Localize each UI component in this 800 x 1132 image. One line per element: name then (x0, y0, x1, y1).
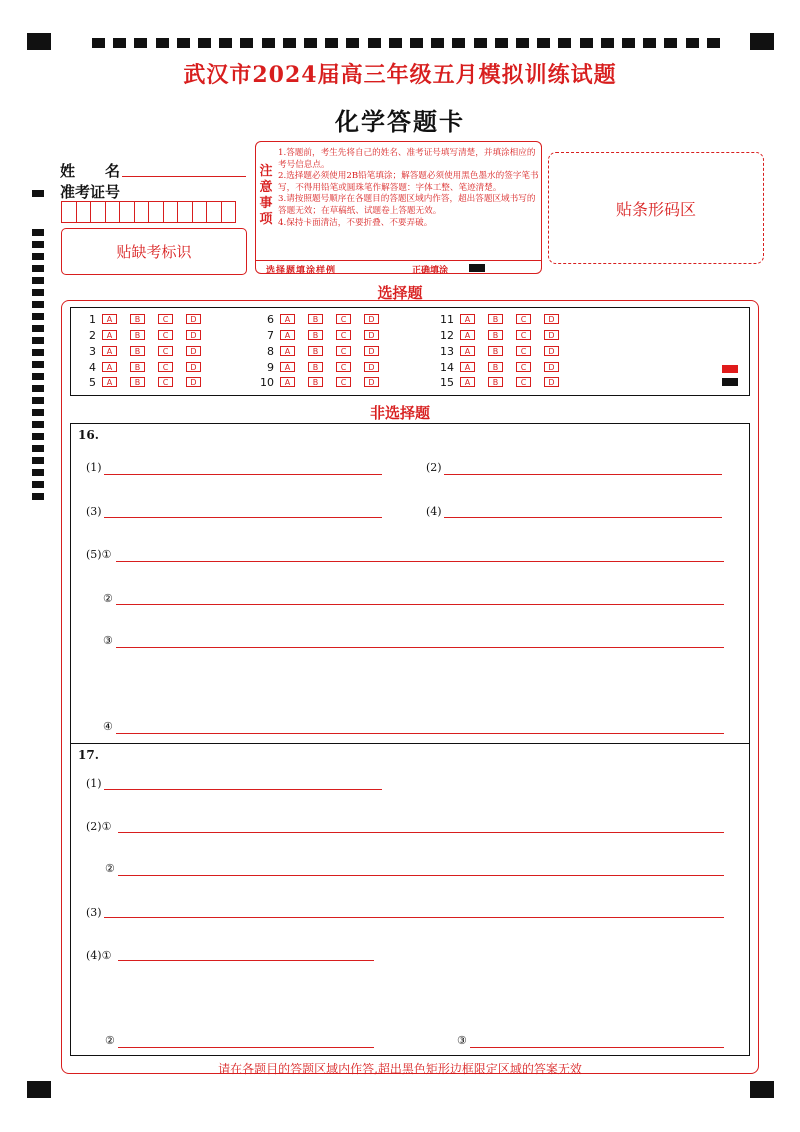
corner-mark-top-right (750, 33, 774, 50)
choice-question-number: 3 (89, 345, 96, 358)
red-position-mark (722, 365, 738, 373)
notice-box (255, 141, 542, 274)
choice-option-bubble[interactable]: A (102, 330, 117, 340)
q16-answer-line[interactable] (116, 733, 724, 734)
fill-sample-label: 选择题填涂样例 (266, 266, 337, 276)
choice-option-bubble[interactable]: D (186, 314, 201, 324)
q16-answer-frame (70, 423, 750, 744)
choice-option-bubble[interactable]: C (516, 314, 531, 324)
q16-answer-line[interactable] (104, 517, 382, 518)
choice-option-bubble[interactable]: B (130, 346, 145, 356)
choice-option-bubble[interactable]: C (158, 362, 173, 372)
choice-option-bubble[interactable]: C (516, 330, 531, 340)
q16-part-label: (2) (426, 461, 442, 474)
choice-option-bubble[interactable]: A (280, 330, 295, 340)
choice-question-number: 7 (267, 329, 274, 342)
choice-option-bubble[interactable]: A (460, 377, 475, 387)
choice-option-bubble[interactable]: C (336, 346, 351, 356)
footer-warning: 请在各题目的答题区域内作答,超出黑色矩形边框限定区域的答案无效 (218, 1062, 582, 1076)
corner-mark-top-left (27, 33, 51, 50)
q17-answer-line[interactable] (118, 875, 724, 876)
notice-item: 1.答题前，考生先将自己的姓名、准考证号填写清楚，并填涂相应的考号信息点。 (278, 148, 536, 170)
top-timing-track (92, 38, 720, 48)
choice-question-number: 11 (440, 313, 454, 326)
choice-option-bubble[interactable]: C (158, 377, 173, 387)
choice-option-bubble[interactable]: D (364, 314, 379, 324)
answer-sheet-title: 化学答题卡 (335, 108, 465, 136)
barcode-sticker-area: 贴条形码区 (548, 152, 764, 264)
q17-part-label: (3) (86, 906, 102, 919)
choice-option-bubble[interactable]: D (364, 346, 379, 356)
q17-part-label: (1) (86, 777, 102, 790)
choice-option-bubble[interactable]: A (460, 330, 475, 340)
notice-items (278, 148, 540, 229)
choice-option-bubble[interactable]: B (130, 377, 145, 387)
choice-option-bubble[interactable]: D (544, 314, 559, 324)
choice-option-bubble[interactable]: C (158, 330, 173, 340)
choice-option-bubble[interactable]: A (280, 362, 295, 372)
q16-answer-line[interactable] (444, 517, 722, 518)
q17-part-label: (2)① (86, 820, 112, 833)
choice-question-number: 13 (440, 345, 454, 358)
name-label: 姓 名 (60, 162, 121, 180)
choice-option-bubble[interactable]: B (308, 377, 323, 387)
choice-option-bubble[interactable]: D (544, 362, 559, 372)
q16-answer-line[interactable] (104, 474, 382, 475)
choice-option-bubble[interactable]: B (130, 314, 145, 324)
corner-mark-bottom-right (750, 1081, 774, 1098)
choice-option-bubble[interactable]: D (186, 346, 201, 356)
choice-option-bubble[interactable]: D (364, 362, 379, 372)
choice-option-bubble[interactable]: C (336, 330, 351, 340)
choice-question-number: 4 (89, 361, 96, 374)
q16-answer-line[interactable] (116, 604, 724, 605)
choice-question-number: 2 (89, 329, 96, 342)
choice-option-bubble[interactable]: C (336, 314, 351, 324)
notice-item: 4.保持卡面清洁，不要折叠、不要弄破。 (278, 217, 433, 228)
choice-option-bubble[interactable]: D (364, 330, 379, 340)
q17-answer-line[interactable] (118, 960, 374, 961)
q16-answer-line[interactable] (116, 561, 724, 562)
q17-answer-line[interactable] (118, 832, 724, 833)
choice-question-number: 1 (89, 313, 96, 326)
choice-question-number: 15 (440, 376, 454, 389)
choice-option-bubble[interactable]: B (488, 330, 503, 340)
choice-option-bubble[interactable]: D (186, 377, 201, 387)
choice-option-bubble[interactable]: D (364, 377, 379, 387)
choice-option-bubble[interactable]: C (516, 362, 531, 372)
choice-option-bubble[interactable]: A (280, 377, 295, 387)
choice-option-bubble[interactable]: B (130, 330, 145, 340)
choice-option-bubble[interactable]: B (488, 377, 503, 387)
q16-part-label: ③ (103, 634, 113, 647)
q17-part-label: (4)① (86, 949, 112, 962)
choice-question-number: 6 (267, 313, 274, 326)
notice-heading: 注意事项 (259, 164, 273, 227)
name-field[interactable] (122, 176, 246, 177)
notice-item: 3.请按照题号顺序在各题目的答题区域内作答，超出答题区域书写的答题无效；在草稿纸、试题卷上答题无效。 (278, 194, 536, 216)
choice-option-bubble[interactable]: D (186, 330, 201, 340)
q17-answer-line[interactable] (104, 789, 382, 790)
q16-answer-line[interactable] (444, 474, 722, 475)
missing-exam-sticker-area: 贴缺考标识 (61, 228, 247, 275)
choice-option-bubble[interactable]: C (336, 362, 351, 372)
q17-part-label: ② (105, 1034, 115, 1047)
choice-option-bubble[interactable]: A (460, 346, 475, 356)
choice-option-bubble[interactable]: B (488, 346, 503, 356)
q16-part-label: (5)① (86, 548, 112, 561)
choice-option-bubble[interactable]: A (102, 377, 117, 387)
choice-option-bubble[interactable]: B (130, 362, 145, 372)
choice-option-bubble[interactable]: D (544, 377, 559, 387)
choice-question-number: 9 (267, 361, 274, 374)
choice-option-bubble[interactable]: D (544, 330, 559, 340)
q16-part-label: (3) (86, 505, 102, 518)
fill-sample-row (256, 260, 541, 275)
correct-fill-mark (469, 264, 485, 272)
choice-option-bubble[interactable]: B (308, 346, 323, 356)
corner-mark-bottom-left (27, 1081, 51, 1098)
choice-option-bubble[interactable]: C (516, 377, 531, 387)
choice-option-bubble[interactable]: B (308, 314, 323, 324)
choice-option-bubble[interactable]: B (488, 362, 503, 372)
exam-title: 武汉市2024届高三年级五月模拟训练试题 (183, 62, 617, 88)
q16-part-label: ④ (103, 720, 113, 733)
choice-question-number: 14 (440, 361, 454, 374)
choice-option-bubble[interactable]: C (158, 314, 173, 324)
choice-question-number: 10 (260, 376, 274, 389)
choice-option-bubble[interactable]: A (280, 314, 295, 324)
q16-answer-line[interactable] (116, 647, 724, 648)
q17-answer-line[interactable] (118, 1047, 374, 1048)
choice-option-bubble[interactable]: C (516, 346, 531, 356)
q17-number: 17. (78, 748, 99, 762)
q16-part-label: (1) (86, 461, 102, 474)
choice-option-bubble[interactable]: A (280, 346, 295, 356)
choice-question-number: 5 (89, 376, 96, 389)
choice-question-number: 8 (267, 345, 274, 358)
choice-option-bubble[interactable]: A (460, 314, 475, 324)
choice-section-title: 选择题 (377, 284, 423, 302)
black-position-mark (722, 378, 738, 386)
choice-option-bubble[interactable]: B (308, 362, 323, 372)
q16-part-label: (4) (426, 505, 442, 518)
choice-option-bubble[interactable]: D (544, 346, 559, 356)
notice-item: 2.选择题必须使用2B铅笔填涂；解答题必须使用黑色墨水的签字笔书写，不得用铅笔或圆珠笔作解答题：字体工整、笔迹清楚。 (278, 171, 539, 193)
choice-option-bubble[interactable]: C (158, 346, 173, 356)
choice-option-bubble[interactable]: A (102, 314, 117, 324)
choice-question-number: 12 (440, 329, 454, 342)
exam-number-label: 准考证号 (60, 183, 121, 201)
q16-number: 16. (78, 428, 99, 442)
choice-option-bubble[interactable]: A (460, 362, 475, 372)
choice-option-bubble[interactable]: B (308, 330, 323, 340)
q17-part-label: ③ (457, 1034, 467, 1047)
q17-part-label: ② (105, 862, 115, 875)
choice-option-bubble[interactable]: B (488, 314, 503, 324)
correct-fill-label: 正确填涂 (412, 266, 449, 276)
choice-option-bubble[interactable]: A (102, 362, 117, 372)
nonchoice-section-title: 非选择题 (369, 404, 430, 422)
q17-answer-line[interactable] (104, 917, 724, 918)
choice-option-bubble[interactable]: A (102, 346, 117, 356)
q17-answer-line[interactable] (470, 1047, 724, 1048)
choice-option-bubble[interactable]: C (336, 377, 351, 387)
exam-number-boxes[interactable] (61, 201, 235, 223)
q16-part-label: ② (103, 592, 113, 605)
choice-option-bubble[interactable]: D (186, 362, 201, 372)
